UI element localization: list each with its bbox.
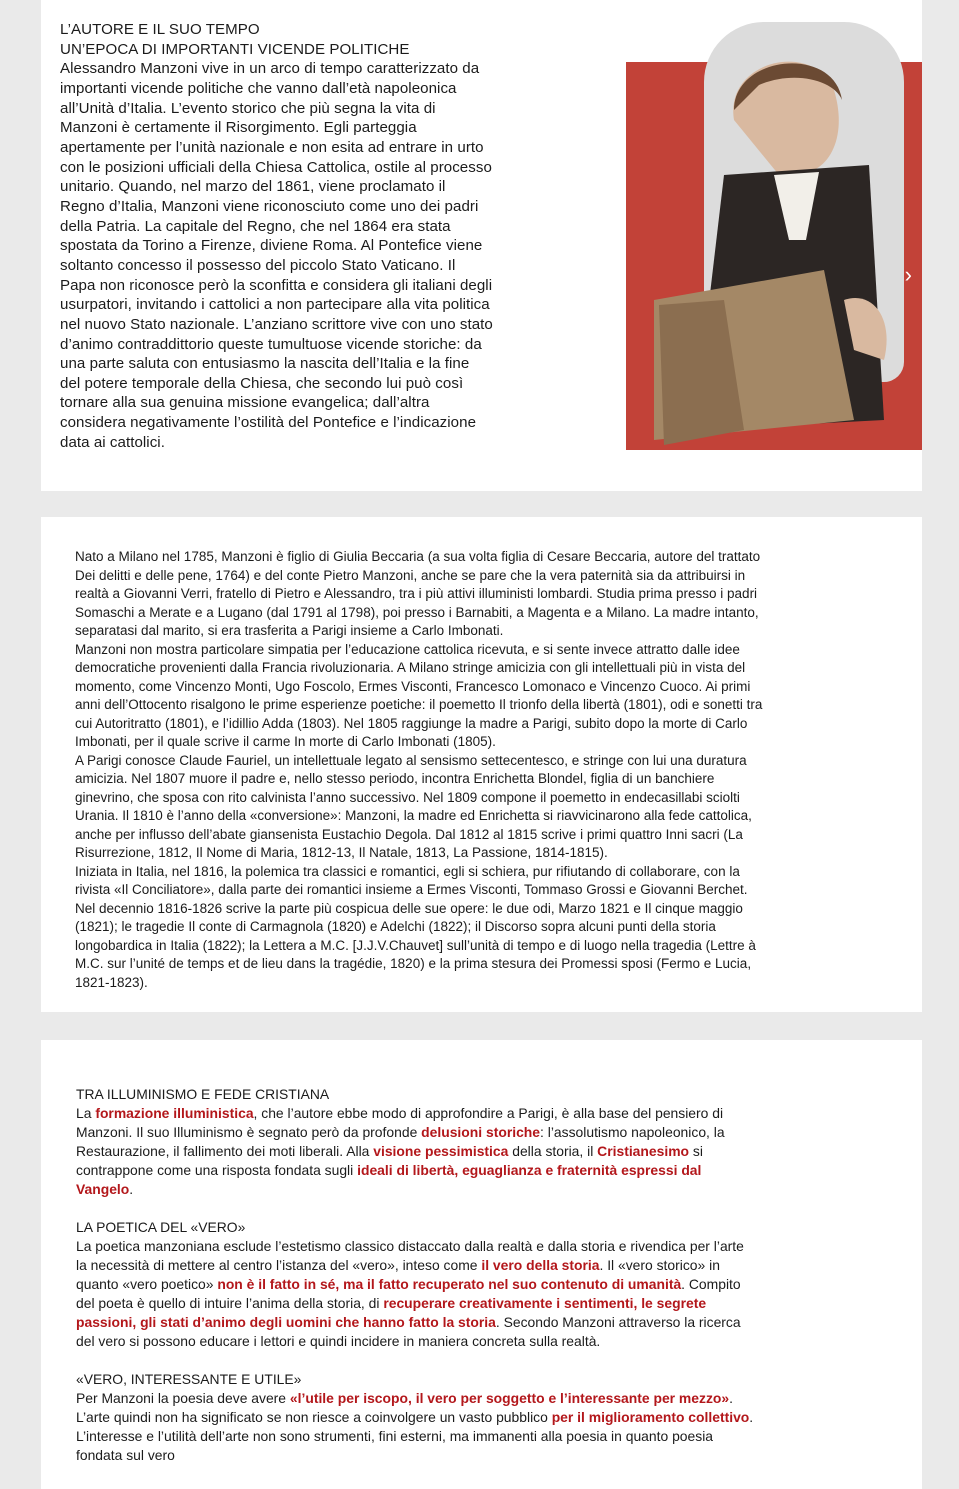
- text-line: Iniziata in Italia, nel 1816, la polemica tra classici e romantici, egli si schiera, pur rifiutando di collaborare, con la: [75, 863, 740, 879]
- paragraph-vero: [76, 1237, 876, 1351]
- paragraph-utile: [76, 1389, 876, 1465]
- text-line: [76, 1446, 876, 1465]
- text-span: Restaurazione, il fallimento dei moti liberali. Alla: [76, 1143, 374, 1159]
- text-span: contrappone come una risposta fondata sugli: [76, 1162, 358, 1178]
- poetics-card: [41, 1040, 922, 1489]
- text-line: 1821-1823).: [75, 974, 148, 990]
- text-line: M.C. sur l’unité de temps et de lieu dans la tragédie, 1820) e la prima stesura dei Promessi sposi (Fermo e Lucia,: [75, 956, 752, 971]
- biography-text: [75, 548, 905, 992]
- text-line: longobardica in Italia (1822); la Lettera a M.C. [J.J.V.Chauvet] sull’unità di tempo e di luogo nella tragedia (Lettre à: [75, 937, 756, 953]
- text-line: [76, 1389, 876, 1408]
- text-line: [76, 1332, 876, 1351]
- heading-illuminismo: TRA ILLUMINISMO E FEDE CRISTIANA: [76, 1086, 330, 1102]
- text-span: la necessità di mettere al centro l’istanza del «vero», inteso come: [76, 1257, 482, 1273]
- highlighted-text: non è il fatto in sé, ma il fatto recuperato nel suo contenuto di umanità: [217, 1276, 682, 1292]
- text-span: : l’assolutismo napoleonico, la: [540, 1124, 725, 1140]
- text-span: .: [129, 1181, 134, 1197]
- text-line: democratiche provenienti dalla Francia rivoluzionaria. A Milano stringe amicizia con gli intellettuali più in vista del: [75, 660, 746, 675]
- text-line: [76, 1294, 876, 1313]
- highlighted-text: Vangelo: [76, 1181, 130, 1197]
- text-span: .: [729, 1390, 733, 1406]
- text-line: [76, 1142, 876, 1161]
- text-line: Alessandro Manzoni vive in un arco di tempo caratterizzato da: [60, 60, 480, 78]
- text-line: realtà a Giovanni Verri, fratello di Pietro e Alessandro, tra i più attivi illuministi lombardi. Studia prima presso i padri: [75, 586, 758, 601]
- highlighted-text: ideali di libertà, eguaglianza e fraternità espressi dal: [357, 1162, 702, 1178]
- text-line: del potere temporale della Chiesa, che secondo lui può così: [60, 374, 464, 392]
- text-span: del poeta è quello di intuire l’anima della storia, di: [76, 1295, 384, 1311]
- text-line: UN’EPOCA DI IMPORTANTI VICENDE POLITICHE: [60, 40, 410, 58]
- text-line: [76, 1313, 876, 1332]
- text-span: La: [76, 1105, 96, 1121]
- text-span: L’interesse e l’utilità dell’arte non sono strumenti, fini esterni, ma immanenti alla poesia in quanto poesia: [76, 1428, 714, 1444]
- text-line: importanti vicende politiche che vanno dall’età napoleonica: [60, 79, 457, 97]
- text-line: rivista «Il Conciliatore», dalla parte dei romantici insieme a Ermes Visconti, Tommaso Grossi e Giovanni Berchet.: [75, 882, 748, 897]
- text-span: del vero si possono educare i lettori e quindi incidere in maniera concreta sulla realtà.: [76, 1333, 601, 1349]
- text-line: Regno d’Italia, Manzoni viene riconosciuto come uno dei padri: [60, 197, 479, 215]
- text-line: Dei delitti e delle pene, 1764) e del conte Pietro Manzoni, anche se pare che la vera paternità sia da attribuirsi in: [75, 567, 746, 583]
- text-line: separatasi dal marito, si era trasferita a Parigi insieme a Carlo Imbonati.: [75, 623, 504, 638]
- text-line: Papa non riconosce però la sconfitta e considera gli italiani degli: [60, 276, 493, 294]
- heading-vero: LA POETICA DEL «VERO»: [76, 1219, 246, 1235]
- next-chevron-icon[interactable]: ›: [904, 262, 912, 287]
- text-line: con le posizioni ufficiali della Chiesa Cattolica, ostile al processo: [60, 158, 492, 176]
- highlighted-text: «l’utile per iscopo, il vero per soggetto e l’interessante per mezzo»: [289, 1390, 730, 1406]
- text-line: nel nuovo Stato nazionale. L’anziano scrittore vive con uno stato: [60, 315, 493, 333]
- text-line: usurpatori, invitando i cattolici a non partecipare alla vita politica: [60, 296, 490, 314]
- text-line: unitario. Quando, nel marzo del 1861, viene proclamato il: [60, 178, 446, 196]
- text-line: Urania. Il 1810 è l’anno della «conversione»: Manzoni, la madre ed Enrichetta si riavvicinarono alla fede cattolica,: [75, 808, 752, 823]
- biography-card: [41, 517, 922, 1012]
- text-line: d’animo contraddittorio queste tumultuose vicende storiche: da: [60, 335, 482, 353]
- text-line: Manzoni è certamente il Risorgimento. Egli parteggia: [60, 119, 417, 137]
- highlighted-text: per il miglioramento collettivo: [551, 1409, 750, 1425]
- text-line: [76, 1237, 876, 1256]
- text-line: Manzoni non mostra particolare simpatia per l’educazione cattolica ricevuta, e si sente invece attratto dalle idee: [75, 641, 740, 657]
- heading-utile: «VERO, INTERESSANTE E UTILE»: [76, 1371, 302, 1387]
- highlighted-text: visione pessimistica: [373, 1143, 509, 1159]
- text-line: [76, 1275, 876, 1294]
- text-span: si: [689, 1143, 703, 1159]
- highlighted-text: il vero della storia: [481, 1257, 600, 1273]
- text-line: apertamente per l’unità nazionale e non esita ad entrare in urto: [60, 138, 484, 156]
- text-line: [76, 1427, 876, 1446]
- text-line: Imbonati, per il quale scrive il carme In morte di Carlo Imbonati (1805).: [75, 734, 496, 749]
- text-line: Nel decennio 1816-1826 scrive la parte più cospicua delle sue opere: le due odi, Marzo 1821 e Il cinque maggio: [75, 900, 743, 916]
- text-line: considera negativamente l’ostilità del Pontefice e l’indicazione: [60, 414, 477, 432]
- text-line: Nato a Milano nel 1785, Manzoni è figlio di Giulia Beccaria (a sua volta figlia di Cesare Beccaria, autore del trattato: [75, 549, 761, 564]
- text-span: La poetica manzoniana esclude l’estetismo classico distaccato dalla realtà e dalla storia e rivendica per l’arte: [76, 1238, 744, 1254]
- text-span: Per Manzoni la poesia deve avere: [76, 1390, 290, 1406]
- text-span: fondata sul vero: [76, 1447, 175, 1463]
- text-span: .: [749, 1409, 754, 1425]
- text-span: quanto «vero poetico»: [76, 1276, 218, 1292]
- text-line: [76, 1408, 876, 1427]
- text-span: . Secondo Manzoni attraverso la ricerca: [495, 1314, 741, 1330]
- intro-card: [41, 0, 922, 491]
- text-line: Risurrezione, 1812, Il Nome di Maria, 1812-13, Il Natale, 1813, La Passione, 1814-1815).: [75, 845, 608, 860]
- text-line: anche per influsso dell’abate giansenista Eustachio Degola. Dal 1812 al 1815 scrive i primi quattro Inni sacri (La: [75, 826, 743, 842]
- text-line: Somaschi a Merate e a Lugano (dal 1791 al 1798), poi presso i Barnabiti, a Magenta e a Milano. La madre intanto,: [75, 604, 759, 620]
- text-line: [76, 1180, 876, 1199]
- highlighted-text: Cristianesimo: [597, 1143, 690, 1159]
- text-line: L’AUTORE E IL SUO TEMPO: [60, 21, 260, 38]
- text-span: . Il «vero storico» in: [599, 1257, 720, 1273]
- portrait-illustration: [584, 0, 922, 450]
- text-line: una parte saluta con entusiasmo la nascita dell’Italia e la fine: [60, 355, 470, 373]
- intro-text: [60, 20, 580, 452]
- text-span: . Compito: [681, 1276, 741, 1292]
- highlighted-text: recuperare creativamente i sentimenti, le segrete: [383, 1295, 707, 1311]
- manzoni-portrait: [584, 0, 922, 450]
- highlighted-text: formazione illuministica: [95, 1105, 254, 1121]
- text-line: ginevrino, che sposa con rito calvinista l’anno successivo. Nel 1809 compone il poemetto in endecasillabi sciolti: [75, 789, 740, 805]
- text-line: anni dell’Ottocento risalgono le prime esperienze poetiche: il poemetto Il trionfo della libertà (1801), odi e sonetti tra: [75, 697, 763, 712]
- text-span: Manzoni. Il suo Illuminismo è segnato però da profonde: [76, 1124, 422, 1140]
- text-line: della Patria. La capitale del Regno, che nel 1864 era stata: [60, 217, 451, 235]
- text-line: (1821); le tragedie Il conte di Carmagnola (1820) e Adelchi (1822); il Discorso sopra alcuni punti della storia: [75, 919, 716, 934]
- highlighted-text: passioni, gli stati d’animo degli uomini che hanno fatto la storia: [76, 1314, 496, 1330]
- text-line: momento, come Vincenzo Monti, Ugo Foscolo, Ermes Visconti, Francesco Lomonaco e Vincenzo Cuoco. Ai primi: [75, 678, 751, 694]
- text-line: [76, 1161, 876, 1180]
- text-line: data ai cattolici.: [60, 433, 165, 451]
- text-line: amicizia. Nel 1807 muore il padre e, nello stesso periodo, incontra Enrichetta Blondel, figlia di un banchiere: [75, 771, 715, 786]
- text-span: L’arte quindi non ha significato se non riesce a coinvolgere un vasto pubblico: [76, 1409, 552, 1425]
- text-line: A Parigi conosce Claude Fauriel, un intellettuale legato al sensismo settecentesco, e stringe con lui una duratura: [75, 752, 747, 768]
- text-line: [76, 1256, 876, 1275]
- text-line: [76, 1104, 876, 1123]
- poetics-text: [76, 1085, 876, 1465]
- text-line: all’Unità d’Italia. L’evento storico che più segna la vita di: [60, 99, 436, 117]
- paragraph-illuminismo: [76, 1104, 876, 1199]
- text-span: , che l’autore ebbe modo di approfondire a Parigi, è alla base del pensiero di: [253, 1105, 724, 1121]
- text-line: [76, 1123, 876, 1142]
- text-span: della storia, il: [508, 1143, 598, 1159]
- text-line: cui Autoritratto (1801), e l’idillio Adda (1803). Nel 1805 raggiunge la madre a Parigi, subito dopo la morte di Carlo: [75, 715, 748, 731]
- text-line: spostata da Torino a Firenze, diviene Roma. Al Pontefice viene: [60, 237, 483, 255]
- text-line: tornare alla sua genuina missione evangelica; dall’altra: [60, 394, 430, 412]
- highlighted-text: delusioni storiche: [421, 1124, 541, 1140]
- text-line: soltanto concesso il possesso del piccolo Stato Vaticano. Il: [60, 256, 456, 274]
